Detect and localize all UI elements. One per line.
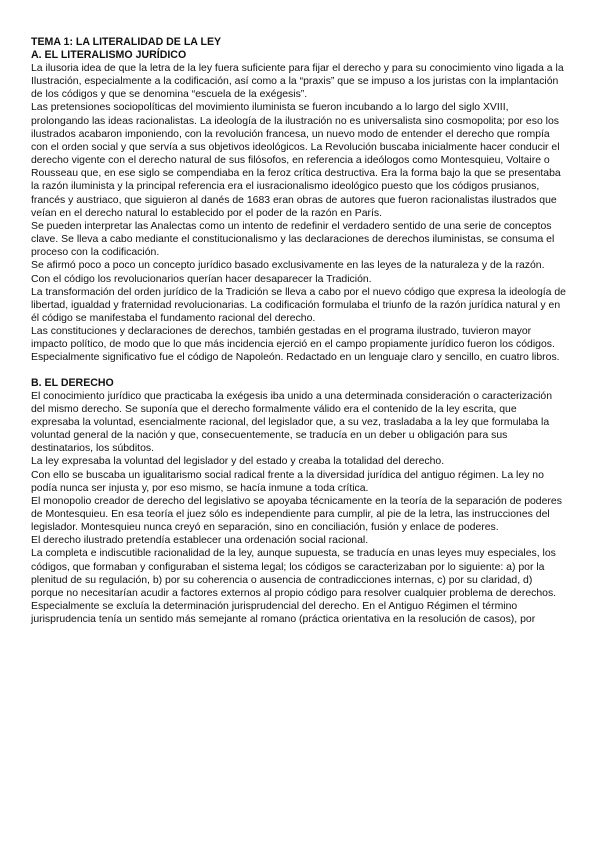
paragraph: El monopolio creador de derecho del legislativo se apoyaba técnicamente en la teoría de la separación de poderes de Montesquieu. En esa teoría el juez sólo es independiente para cumplir, al pie de la letra, las instrucciones del legislador. Montesquieu nunca creyó en separación, sino en conciliación, fusión y enlace de poderes. bbox=[31, 495, 562, 534]
paragraph: Las constituciones y declaraciones de derechos, también gestadas en el programa ilustrado, tuvieron mayor impacto político, de modo que lo que más incidencia ejerció en el campo propiamente jurídico fueron los códigos. Especialmente significativo fue el código de Napoleón. Redactado en un lenguaje claro y sencillo, en cuatro libros. bbox=[31, 326, 560, 364]
paragraph: La completa e indiscutible racionalidad de la ley, aunque supuesta, se traducía en unas leyes muy especiales, los códigos, que formaban y configuraban el sistema legal; los códigos se caracterizaban por lo siguiente: a) por la plenitud de su regulación, b) por su coherencia o ausencia de contradicciones internas, c) por su claridad, d) porque no necesitarían acudir a factores externos al propio código para resolver cualquier problema de derechos. bbox=[31, 548, 557, 599]
paragraph: Se pueden interpretar las Analectas como un intento de redefinir el verdadero sentido de una serie de conceptos clave. Se lleva a cabo mediante el constitucionalismo y las declaraciones de derechos iluministas, se consuma el proceso con la codificación. bbox=[31, 220, 555, 259]
paragraph: La ley expresaba la voluntad del legislador y del estado y creaba la totalidad del derecho. bbox=[31, 456, 445, 468]
paragraph: Las pretensiones sociopolíticas del movimiento iluminista se fueron incubando a lo largo del siglo XVIII, prolongando las ideas racionalistas. La ideología de la ilustración no es universalista sino cosmopolita; por eso los ilustrados acabaron imponiendo, con la revolución francesa, un nuevo modo de entender el derecho que rompía con el orden social y que servía a sus objetivos ideológicos. La Revolución buscaba inicialmente hacer conducir el derecho vigente con el derecho natural de sus filósofos, en referencia a ideólogos como Montesquieu, Voltaire o Rousseau que, en ese siglo se compendiaba en la feroz crítica destructiva. Era la forma bajo la que se presentaba la razón iluminista y la principal referencia era el iusracionalismo ideológico puesto que los códigos prusianos, francés y austriaco, que siguieron al danés de 1683 eran obras de autores que fueron racionalistas ilustrados que veían en el derecho natural lo establecido por el poder de la razón en París. bbox=[31, 102, 561, 219]
paragraph: Se afirmó poco a poco un concepto jurídico basado exclusivamente en las leyes de la naturaleza y de la razón. bbox=[31, 260, 545, 272]
paragraph: La ilusoria idea de que la letra de la ley fuera suficiente para fijar el derecho y para su conocimiento vino ligada a la Ilustración, especialmente a la codificación, así como a la “praxis” que se impuso a los juristas con la implantación de los códigos y que se denomina “escuela de la exégesis”. bbox=[31, 63, 564, 101]
section-a-body bbox=[31, 62, 566, 365]
paragraph: La transformación del orden jurídico de la Tradición se lleva a cabo por el nuevo código que expresa la ideología de libertad, igualdad y fraternidad revolucionarias. La codificación formulaba el triunfo de la razón jurídica natural y en él código se manifestaba el fundamento racional del derecho. bbox=[31, 286, 566, 324]
paragraph: Con ello se buscaba un igualitarismo social radical frente a la diversidad jurídica del antiguo régimen. La ley no podía nunca ser injusta y, por eso mismo, se hacía inmune a toda crítica. bbox=[31, 469, 544, 494]
document-title: TEMA 1: LA LITERALIDAD DE LA LEY bbox=[31, 36, 222, 48]
paragraph: Especialmente se excluía la determinación jurisprudencial del derecho. En el Antiguo Régimen el término jurisprudencia tenía un sentido más semejante al romano (práctica orientativa en la resolución de casos), por bbox=[31, 601, 536, 626]
paragraph: El derecho ilustrado pretendía establecer una ordenación social racional. bbox=[31, 535, 369, 547]
section-b-body bbox=[31, 390, 566, 627]
paragraph: Con el código los revolucionarios querían hacer desaparecer la Tradición. bbox=[31, 273, 372, 285]
section-b-heading: B. EL DERECHO bbox=[31, 376, 114, 389]
paragraph: El conocimiento jurídico que practicaba la exégesis iba unido a una determinada consideración o caracterización del mismo derecho. Se suponía que el derecho formalmente válido era el contenido de la ley escrita, que expresaba la voluntad, esencialmente racional, del legislador que, a su vez, trasladaba a la ley que formulaba la voluntad general de la nación y que, consecuentemente, se traducía en un deber u obligación para sus destinatarios, los súbditos. bbox=[31, 390, 553, 455]
section-a-heading: A. EL LITERALISMO JURÍDICO bbox=[31, 49, 187, 61]
